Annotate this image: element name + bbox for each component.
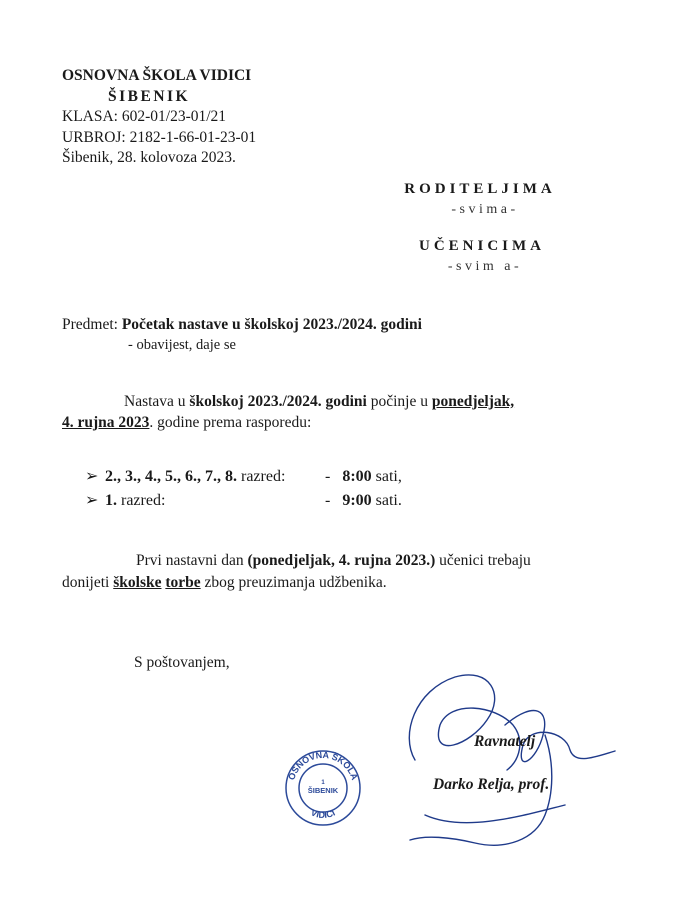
- schedule-unit-2: sati.: [371, 492, 402, 509]
- stamp-bottom-text: VIDICI: [309, 807, 337, 821]
- schedule-row-1: [85, 465, 285, 489]
- schedule-suffix-2: razred:: [117, 492, 166, 509]
- signature-role: Ravnatelj: [474, 733, 536, 750]
- paragraph-2-line-1: [136, 550, 596, 572]
- para1-text-1: Nastava u: [124, 393, 190, 410]
- official-stamp-icon: [283, 748, 363, 828]
- recipient-students: UČENICIMA: [419, 238, 545, 254]
- klasa-line: KLASA: 602-01/23-01/21: [62, 108, 227, 125]
- urbroj-line: URBROJ: 2182-1-66-01-23-01: [62, 128, 257, 146]
- place-date: Šibenik, 28. kolovoza 2023.: [62, 149, 236, 166]
- stamp-middle-text: ŠIBENIK: [307, 786, 339, 795]
- school-city: ŠIBENIK: [108, 87, 191, 105]
- schedule-grades-2: 1.: [105, 492, 117, 509]
- handwritten-signature-icon: [395, 665, 620, 880]
- arrow-bullet-icon: ➢: [85, 492, 99, 509]
- stamp-top-text: OSNOVNA ŠKOLA: [286, 749, 360, 782]
- para1-bold-1: školskoj 2023./2024. godini: [189, 393, 367, 410]
- signature-name: Darko Relja, prof.: [433, 776, 550, 793]
- para2-bold-1: (ponedjeljak, 4. rujna 2023.): [247, 552, 436, 569]
- schedule-unit-1: sati,: [371, 468, 402, 485]
- para2-text-4: zbog preuzimanja udžbenika.: [200, 574, 387, 591]
- para2-text-3: donijeti: [62, 574, 114, 591]
- subject-line: [62, 314, 422, 336]
- paragraph-2-line-2: [62, 572, 387, 594]
- stamp-number: 1: [321, 780, 325, 786]
- para2-text-1: Prvi nastavni dan: [136, 552, 248, 569]
- schedule-time-row-1: [325, 465, 402, 489]
- para1-date-1: ponedjeljak,: [431, 393, 515, 410]
- svg-text:OSNOVNA ŠKOLA: [286, 750, 360, 782]
- schedule-time-row-2: [325, 489, 402, 513]
- para2-bold-underline-2: torbe: [165, 574, 201, 591]
- document-header: [62, 66, 256, 169]
- schedule-dash-1: -: [325, 468, 331, 485]
- schedule-time-1: 8:00: [342, 468, 372, 485]
- recipient-parents: RODITELJIMA: [404, 181, 556, 197]
- school-name: OSNOVNA ŠKOLA VIDICI: [62, 67, 252, 84]
- schedule-grades-1: 2., 3., 4., 5., 6., 7., 8.: [105, 468, 237, 485]
- subject-label: Predmet:: [62, 316, 118, 333]
- arrow-bullet-icon: ➢: [85, 468, 99, 485]
- paragraph-1-line-1: [124, 391, 584, 413]
- svg-text:VIDICI: [309, 807, 336, 820]
- para1-text-3: . godine prema rasporedu:: [149, 414, 312, 431]
- schedule-time-2: 9:00: [342, 492, 372, 509]
- schedule-dash-2: -: [325, 492, 331, 509]
- schedule-row-2: [85, 489, 165, 513]
- para1-text-2: počinje u: [366, 393, 432, 410]
- para2-bold-underline-1: školske: [113, 574, 162, 591]
- subject-note: - obavijest, daje se: [128, 337, 236, 353]
- para1-date-2: 4. rujna 2023: [62, 414, 150, 431]
- closing-line: S poštovanjem,: [134, 654, 230, 671]
- schedule-suffix-1: razred:: [237, 468, 286, 485]
- paragraph-1-line-2: [62, 412, 311, 434]
- para2-text-2: učenici trebaju: [435, 552, 531, 569]
- recipient-students-sub: -svim a-: [447, 259, 523, 274]
- subject-title: Početak nastave u školskoj 2023./2024. godini: [121, 316, 422, 333]
- recipient-parents-sub: -svima-: [451, 202, 519, 217]
